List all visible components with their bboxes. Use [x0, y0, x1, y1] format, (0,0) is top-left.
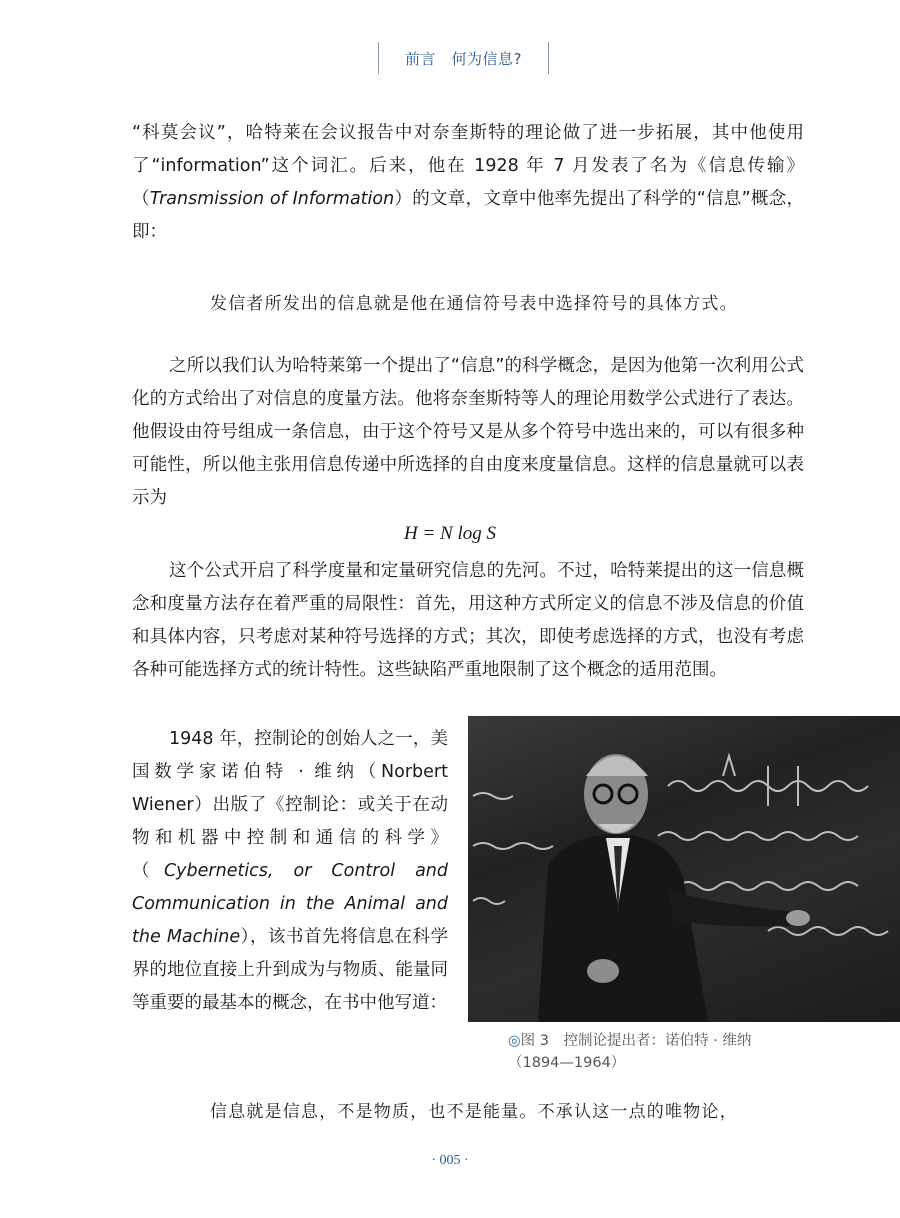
wiener-photo — [468, 716, 900, 1022]
wiener-quote: 信息就是信息，不是物质，也不是能量。不承认这一点的唯物论， — [210, 1102, 738, 1122]
paragraph-1-text-end: ）的文章，文章中他率先提出了科学的“信息”概念，即： — [132, 189, 804, 242]
paragraph-1-text: “科莫会议”，哈特莱在会议报告中对奈奎斯特的理论做了进一步拓展，其中他使用了“information”这个词汇。后来，他在 1928 年 7 月发表了名为《信息传输》（ — [132, 123, 804, 209]
chapter-title: 前言 何为信息? — [405, 50, 522, 68]
running-header — [0, 42, 900, 76]
figure-caption-line-1 — [508, 1030, 808, 1052]
paragraph-1-italic-title: Transmission of Information — [149, 189, 395, 209]
paragraph-4-text: 1948 年，控制论的创始人之一，美国数学家诺伯特 · 维纳（Norbert Wiener）出版了《控制论：或关于在动物和机器中控制和通信的科学》（ — [132, 729, 448, 881]
wiener-photo-illustration — [468, 716, 900, 1022]
paragraph-3: 这个公式开启了科学度量和定量研究信息的先河。不过，哈特莱提出的这一信息概念和度量方法存在着严重的局限性：首先，用这种方式所定义的信息不涉及信息的价值和具体内容，只考虑对某种符号选择的方式；其次，即使考虑选择的方式，也没有考虑各种可能选择方式的统计特性。这些缺陷严重地限制了这个概念的适用范围。 — [132, 561, 804, 680]
paragraph-1 — [132, 117, 804, 249]
header-divider-right — [548, 42, 549, 74]
figure-caption-years: （1894—1964） — [508, 1055, 626, 1071]
page-number: · 005 · — [431, 1153, 469, 1168]
caption-label: 图 3 控制论提出者：诺伯特 · 维纳 — [520, 1033, 752, 1049]
caption-marker-icon: ◎ — [508, 1033, 521, 1049]
paragraph-2: 之所以我们认为哈特莱第一个提出了“信息”的科学概念，是因为他第一次利用公式化的方式给出了对信息的度量方法。他将奈奎斯特等人的理论用数学公式进行了表达。他假设由符号组成一条信息，由于这个符号又是从多个符号中选出来的，可以有很多种可能性，所以他主张用信息传递中所选择的自由度来度量信息。这样的信息量就可以表示为 — [132, 356, 804, 508]
hartley-quote: 发信者所发出的信息就是他在通信符号表中选择符号的具体方式。 — [210, 294, 738, 314]
paragraph-4-italic-title: Cybernetics, or Control and Communication in the Animal and the Machine — [132, 861, 448, 947]
formula: H = N log S — [404, 523, 496, 544]
figure-caption — [508, 1030, 808, 1074]
paragraph-4 — [132, 723, 448, 1020]
paragraph-4-text-end: ），该书首先将信息在科学界的地位直接上升到成为与物质、能量同等重要的最基本的概念，在书中他写道： — [132, 927, 448, 1013]
